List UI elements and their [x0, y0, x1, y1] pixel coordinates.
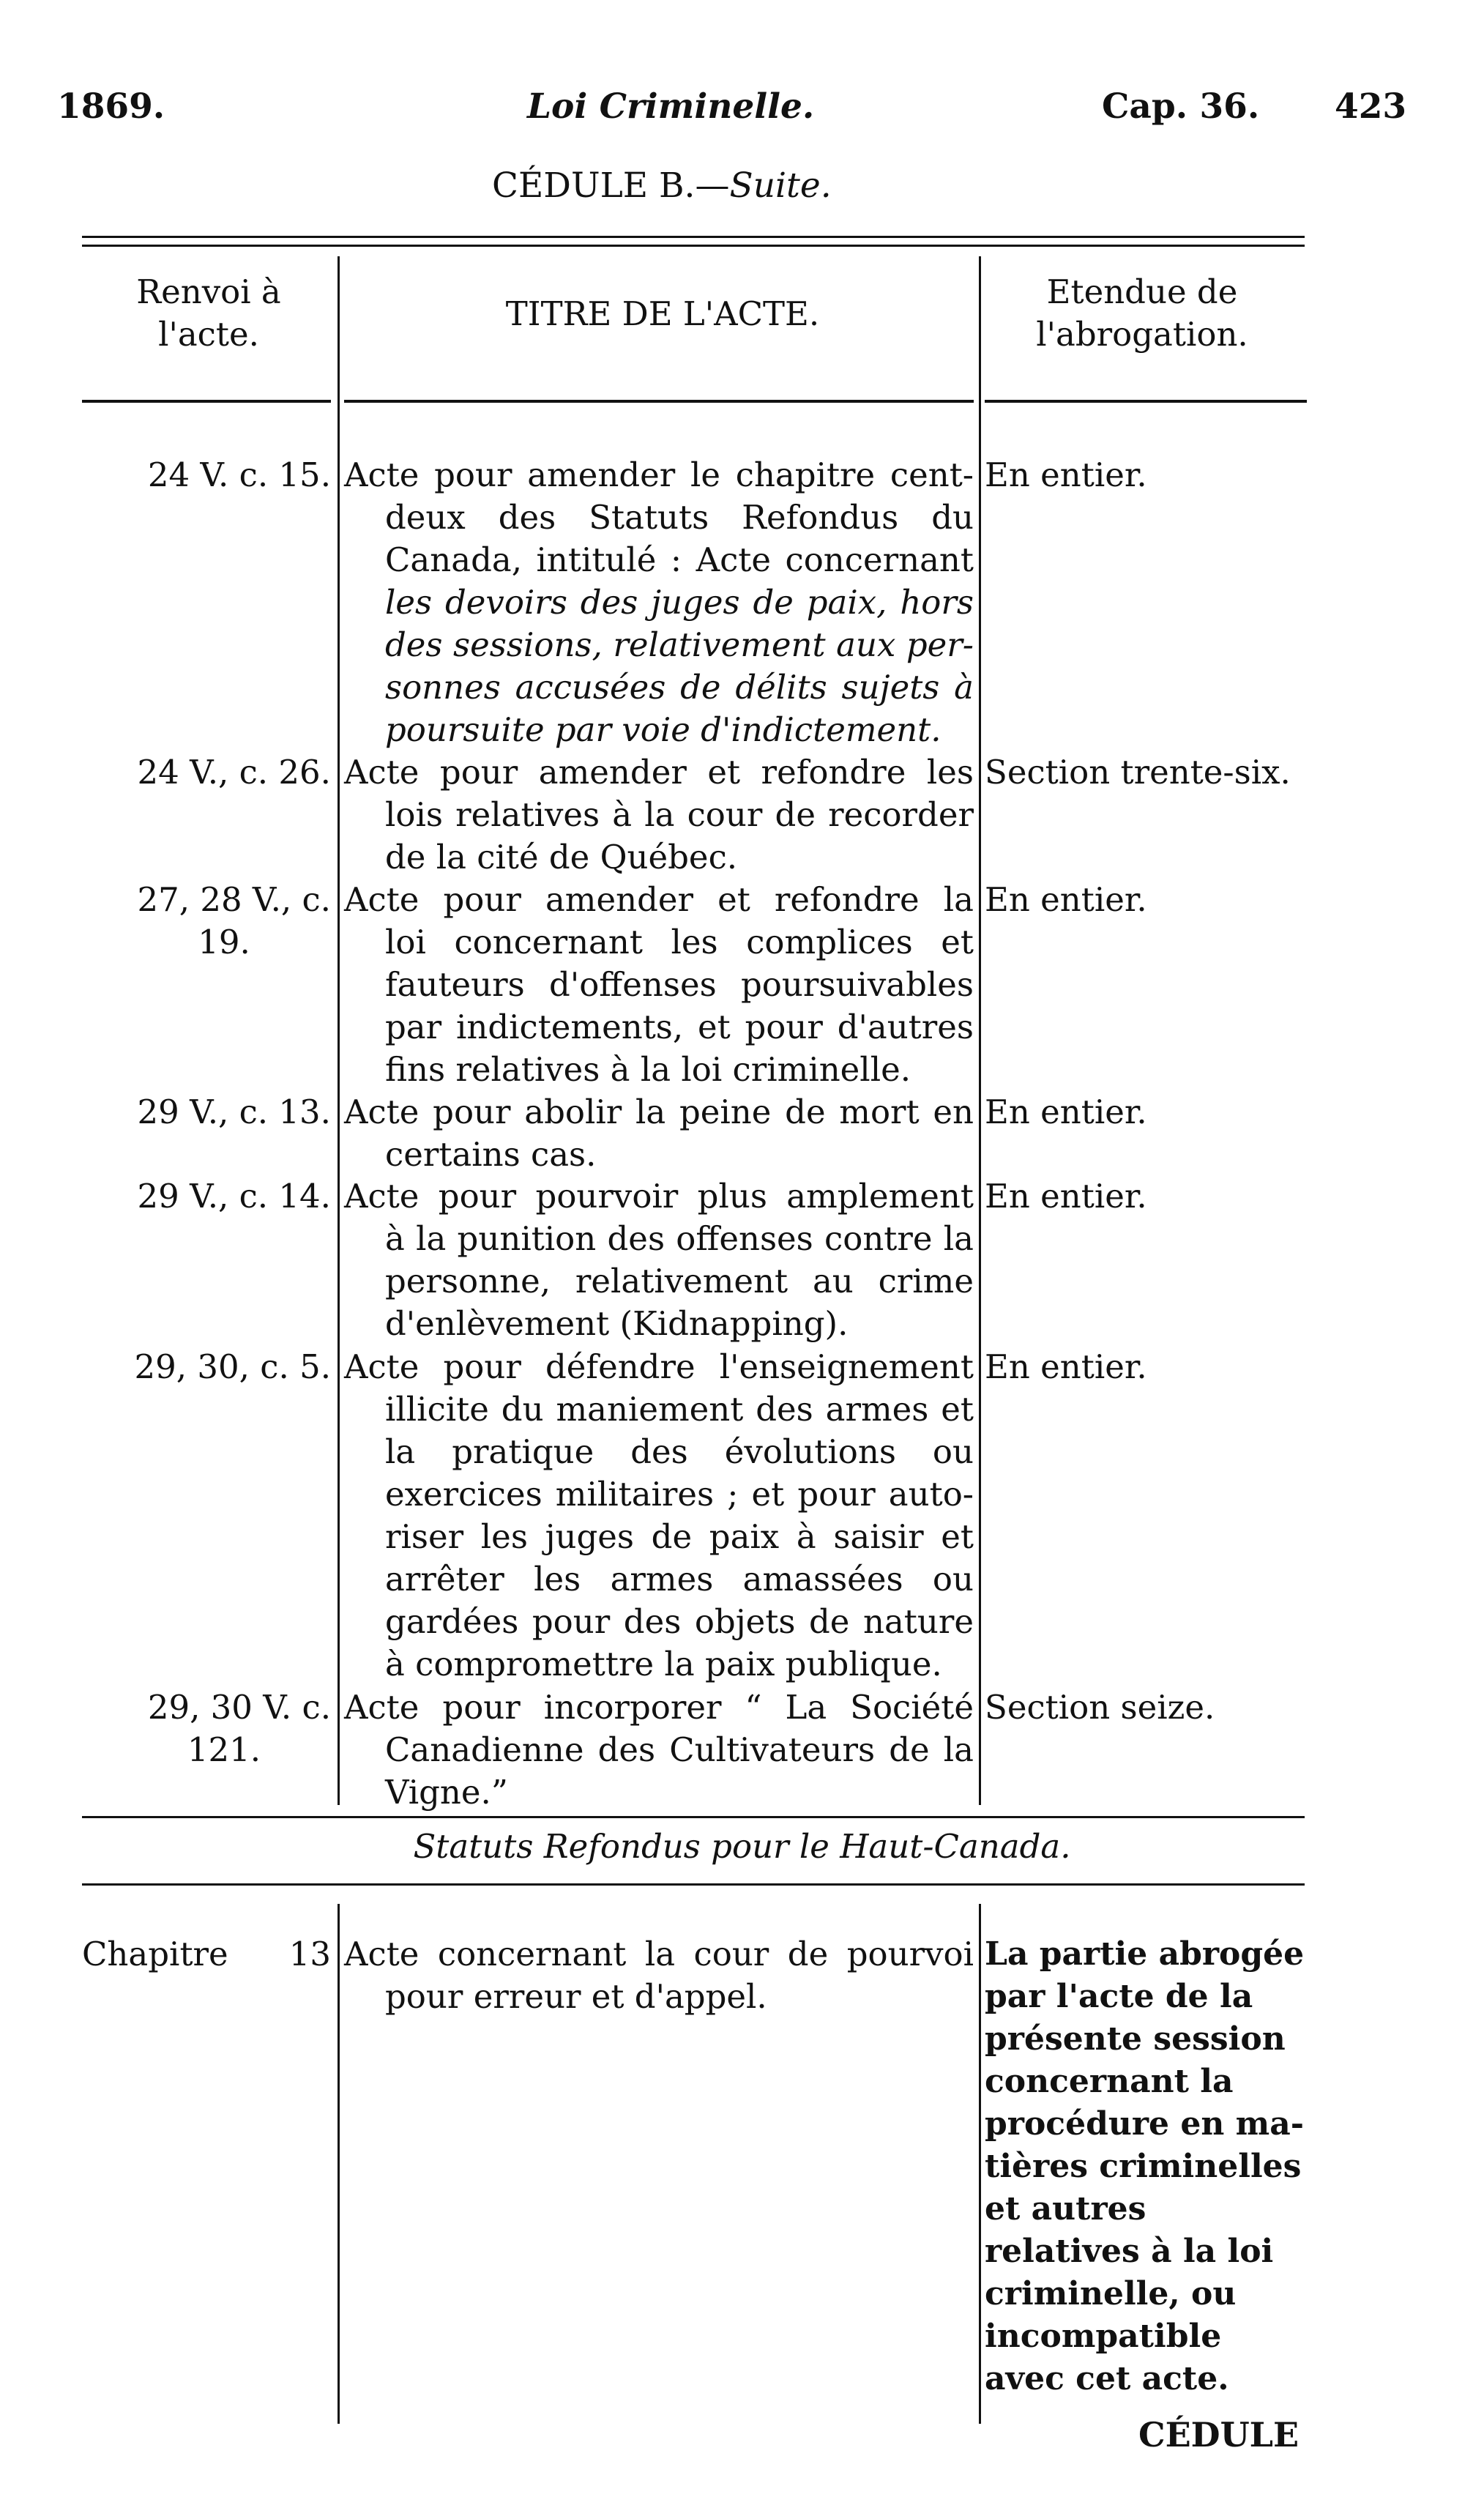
uc-row-extent	[985, 1933, 1307, 2400]
row-3-title-line-1: Acte pour amender et refondre la	[344, 880, 974, 919]
column-header-reference	[88, 271, 329, 356]
column-header-extent-line-2: l'abrogation.	[1036, 315, 1248, 354]
row-2-extent: Section trente-six.	[985, 753, 1291, 792]
header-title: Loi Criminelle.	[527, 86, 815, 127]
row-1-title-line-6: sonnes accusées de délits sujets à	[385, 668, 974, 707]
top-rule-2	[82, 245, 1305, 247]
column-header-reference-line-1: Renvoi à	[136, 272, 281, 311]
row-2-title-line-2: lois relatives à la cour de recorder	[385, 795, 974, 834]
column-header-extent-line-1: Etendue de	[1046, 272, 1238, 311]
row-3-reference	[73, 879, 331, 964]
row-1-title-line-1: Acte pour amender le chapitre cent-	[344, 455, 974, 494]
row-6-title-line-3: la pratique des évolutions ou	[385, 1432, 974, 1471]
row-6-title-line-1: Acte pour défendre l'enseignement	[344, 1347, 974, 1386]
row-3-title-line-3: fauteurs d'offenses poursuivables	[385, 965, 974, 1004]
row-3-title-line-4: par indictements, et pour d'autres	[385, 1008, 974, 1046]
row-4-reference-line-1: 29 V., c. 13.	[137, 1093, 331, 1131]
row-4-extent: En entier.	[985, 1093, 1147, 1131]
column-divider-left	[338, 256, 340, 1805]
row-1-title-line-7: poursuite par voie d'indictement.	[385, 710, 942, 749]
uc-row-title-line-2: pour erreur et d'appel.	[385, 1977, 767, 2016]
row-1-title	[344, 454, 974, 751]
row-1-title-line-2: deux des Statuts Refondus du	[385, 498, 974, 537]
row-6-title-line-7: gardées pour des objets de nature	[385, 1602, 974, 1641]
row-6-reference	[73, 1346, 331, 1388]
header-page-number: 423	[1335, 86, 1407, 127]
row-6-extent: En entier.	[985, 1347, 1147, 1386]
section-rule-top	[82, 1816, 1305, 1818]
column-header-title: TITRE DE L'ACTE.	[505, 294, 820, 333]
row-7-reference	[73, 1686, 331, 1771]
uc-row-extent-line-6: tières criminelles	[985, 2148, 1302, 2185]
row-5-title-line-2: à la punition des offenses contre la	[385, 1219, 974, 1258]
row-3-title-line-2: loi concernant les complices et	[385, 923, 974, 961]
uc-row-extent-line-10: avec cet acte.	[985, 2360, 1229, 2397]
row-3-reference-line-2: 19.	[198, 923, 250, 961]
row-5-title	[344, 1175, 974, 1345]
row-1-extent: En entier.	[985, 455, 1147, 494]
uc-row-extent-line-8: à la loi criminelle,	[985, 2233, 1274, 2312]
row-5-reference	[73, 1175, 331, 1218]
row-3-title	[344, 879, 974, 1091]
row-7-title-line-3: Vigne.”	[385, 1773, 508, 1812]
uc-row-extent-line-7: et autres relatives	[985, 2190, 1146, 2270]
header-chapter: Cap. 36.	[1102, 86, 1260, 127]
header-rule-extent	[985, 400, 1307, 403]
row-6-reference-line-1: 29, 30, c. 5.	[134, 1347, 331, 1386]
row-4-title-line-2: certains cas.	[385, 1135, 597, 1174]
uc-row-extent-line-3: présente session	[985, 2020, 1286, 2058]
row-5-title-line-3: personne, relativement au crime	[385, 1262, 974, 1300]
column-header-extent	[985, 271, 1300, 356]
row-7-title-line-2: Canadienne des Cultivateurs de la	[385, 1730, 974, 1769]
column-divider-right	[979, 256, 981, 1805]
row-6-title-line-8: à compromettre la paix publique.	[385, 1645, 942, 1683]
row-3-extent: En entier.	[985, 880, 1147, 919]
row-3-reference-line-1: 27, 28 V., c.	[137, 880, 331, 919]
uc-row-extent-line-9: ou incompatible	[985, 2275, 1237, 2355]
row-4-title	[344, 1091, 974, 1176]
section-rule-bottom	[82, 1883, 1305, 1886]
row-2-title-line-1: Acte pour amender et refondre les	[344, 753, 974, 792]
header-rule-title	[344, 400, 974, 403]
uc-row-reference	[82, 1933, 331, 1976]
row-6-title	[344, 1346, 974, 1686]
row-4-reference	[73, 1091, 331, 1134]
uc-row-reference-label: Chapitre	[82, 1935, 228, 1973]
top-rule-1	[82, 236, 1305, 238]
uc-row-title	[344, 1933, 974, 2018]
schedule-title-main: CÉDULE B.—	[492, 165, 730, 206]
row-2-reference	[73, 751, 331, 794]
uc-column-divider-right	[979, 1904, 981, 2424]
row-1-title-line-3: Canada, intitulé : Acte concernant	[385, 540, 974, 579]
row-2-title	[344, 751, 974, 879]
section-subheading: Statuts Refondus pour le Haut-Canada.	[413, 1827, 1071, 1866]
row-3-title-line-5: fins relatives à la loi criminelle.	[385, 1050, 911, 1089]
row-7-title-line-1: Acte pour incorporer “ La Société	[344, 1688, 974, 1727]
row-1-title-line-4: les devoirs des juges de paix, hors	[385, 583, 974, 622]
row-5-reference-line-1: 29 V., c. 14.	[137, 1177, 331, 1216]
row-7-reference-line-1: 29, 30 V. c.	[147, 1688, 331, 1727]
row-1-reference	[73, 454, 331, 496]
uc-row-title-line-1: Acte concernant la cour de pourvoi	[344, 1935, 974, 1973]
row-1-title-line-5: des sessions, relativement aux per-	[385, 625, 974, 664]
row-5-title-line-4: d'enlèvement (Kidnapping).	[385, 1304, 849, 1343]
uc-row-reference-number: 13	[288, 1935, 331, 1973]
row-7-extent: Section seize.	[985, 1688, 1215, 1727]
row-6-title-line-6: arrêter les armes amassées ou	[385, 1560, 974, 1599]
row-1-reference-line-1: 24 V. c. 15.	[147, 455, 331, 494]
catchword-text: CÉDULE	[1138, 2415, 1300, 2455]
row-5-title-line-1: Acte pour pourvoir plus amplement	[344, 1177, 974, 1216]
row-6-title-line-5: riser les juges de paix à saisir et	[385, 1517, 974, 1556]
row-6-title-line-2: illicite du maniement des armes et	[385, 1390, 974, 1429]
uc-row-extent-line-5: procédure en ma-	[985, 2105, 1304, 2143]
row-5-extent: En entier.	[985, 1177, 1147, 1216]
row-2-reference-line-1: 24 V., c. 26.	[137, 753, 331, 792]
column-header-reference-line-2: l'acte.	[158, 315, 259, 354]
row-7-title	[344, 1686, 974, 1814]
header-year: 1869.	[57, 86, 165, 127]
uc-row-extent-line-2: par l'acte de la	[985, 1978, 1253, 2015]
schedule-title-suite: Suite.	[729, 165, 832, 206]
schedule-title	[492, 165, 832, 206]
uc-column-divider-left	[338, 1904, 340, 2424]
uc-row-extent-line-1: La partie abrogée	[985, 1935, 1305, 1973]
row-6-title-line-4: exercices militaires ; et pour auto-	[385, 1475, 974, 1514]
row-2-title-line-3: de la cité de Québec.	[385, 838, 738, 877]
header-rule-ref	[82, 400, 331, 403]
row-7-reference-line-2: 121.	[187, 1730, 261, 1769]
row-4-title-line-1: Acte pour abolir la peine de mort en	[344, 1093, 974, 1131]
uc-row-extent-line-4: concernant la	[985, 2063, 1234, 2100]
